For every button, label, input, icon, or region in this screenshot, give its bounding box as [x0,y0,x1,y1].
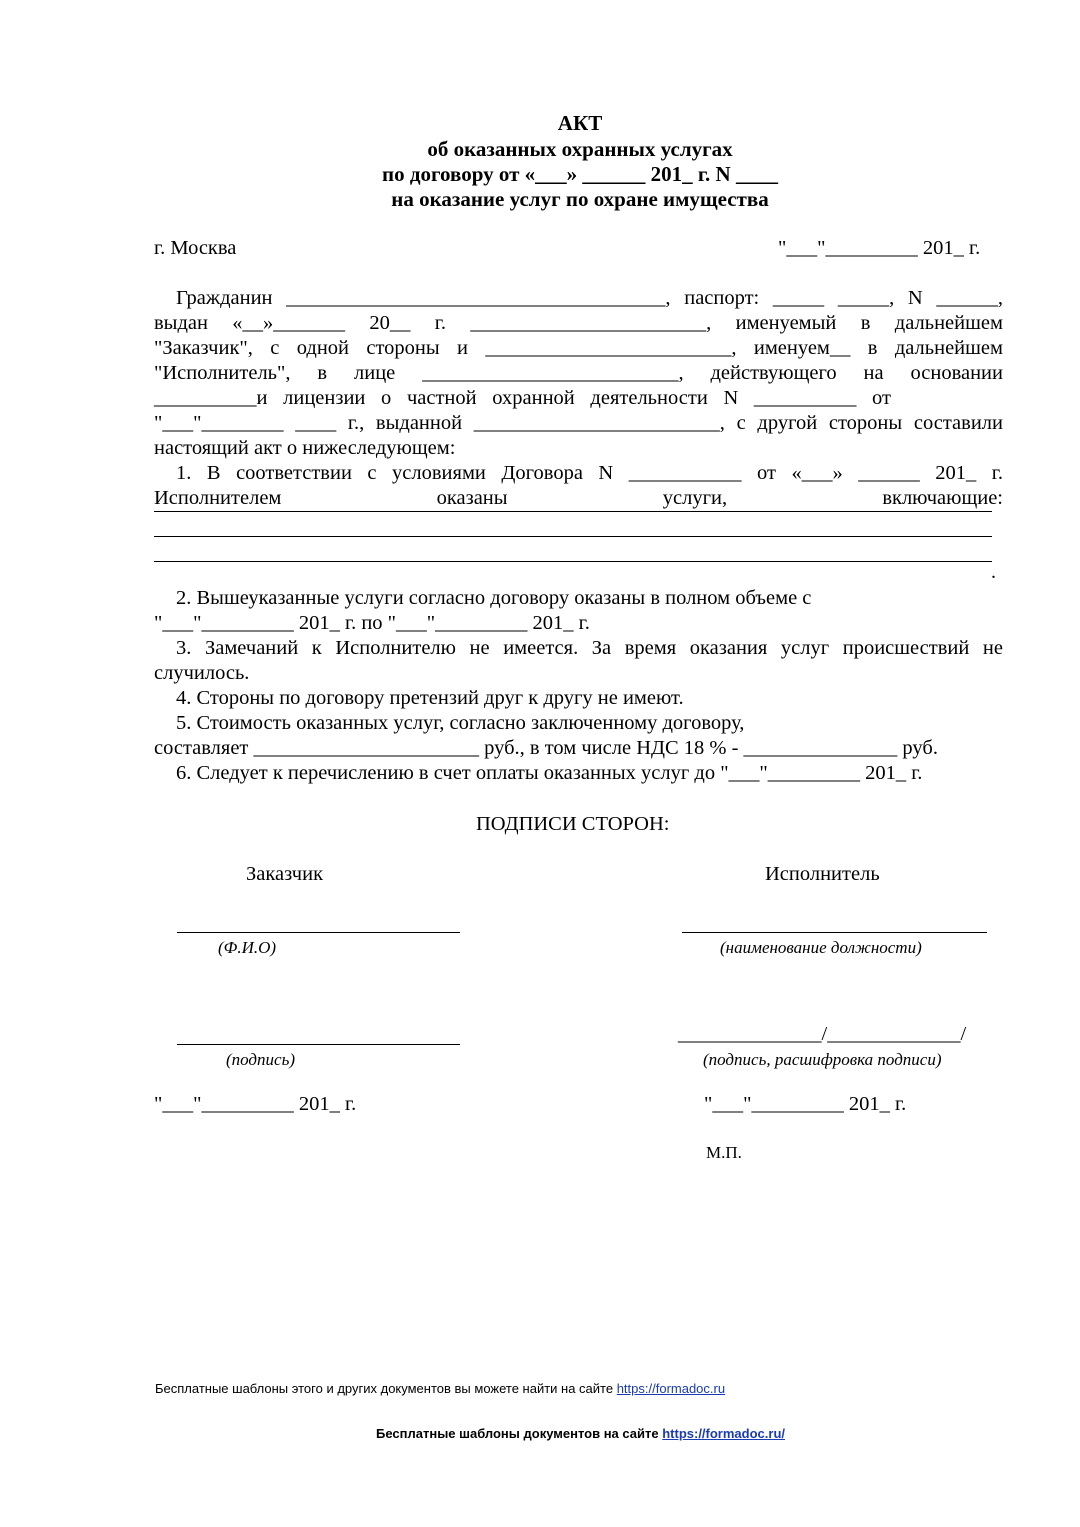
item-2-line-2: "___"_________ 201_ г. по "___"_________ 201_ г. [154,612,590,634]
customer-signature-caption: (подпись) [226,1050,295,1069]
footer-note-1-text: Бесплатные шаблоны этого и других документов вы можете найти на сайте [155,1381,617,1396]
customer-name-line [177,932,460,933]
doc-subtitle: об оказанных охранных услугах [427,137,733,161]
footer-note-2-text: Бесплатные шаблоны документов на сайте [376,1426,663,1441]
footer-link-1[interactable]: https://formadoc.ru [616,1381,726,1396]
item-5-line-2: составляет ______________________ руб., в том числе НДС 18 % - _______________ руб. [154,737,938,759]
contractor-date: "___"_________ 201_ г. [704,1093,907,1115]
body-line-1: Гражданин _____________________________________, паспорт: _____ _____, N ______, [176,287,1003,309]
doc-date: "___"_________ 201_ г. [778,237,981,259]
item-3-line-1: 3. Замечаний к Исполнителю не имеется. За время оказания услуг происшествий не [176,637,1003,659]
item-6: 6. Следует к перечислению в счет оплаты оказанных услуг до "___"_________ 201_ г. [176,762,923,784]
doc-contract-subject: на оказание услуг по охране имущества [391,187,769,211]
customer-date: "___"_________ 201_ г. [154,1093,357,1115]
body-line-6: "___"________ ____ г., выданной ________________________, с другой стороны составили [154,412,1003,434]
item-4: 4. Стороны по договору претензий друг к другу не имеют. [176,687,684,709]
item-5-line-1: 5. Стоимость оказанных услуг, согласно заключенному договору, [176,712,745,734]
signatures-heading: ПОДПИСИ СТОРОН: [476,813,670,835]
item-1-line-2: Исполнителем оказаны услуги, включающие: [154,487,1003,509]
footer-link-2[interactable]: https://formadoc.ru/ [662,1426,785,1441]
contractor-signature-caption: (подпись, расшифровка подписи) [703,1050,942,1069]
end-dot: . [991,561,996,583]
contractor-signature-line: ______________/_____________/ [678,1023,967,1045]
blank-line-3 [154,561,992,562]
doc-contract-ref: по договору от «___» ______ 201_ г. N ____ [382,162,778,186]
blank-line-1 [154,511,992,512]
customer-label: Заказчик [246,863,324,885]
contractor-position-caption: (наименование должности) [720,938,922,957]
body-line-3: "Заказчик", с одной стороны и ________________________, именуем__ в дальнейшем [154,337,1003,359]
item-3-line-2: случилось. [154,662,250,684]
item-1-line-1: 1. В соответствии с условиями Договора N ___________ от «___» ______ 201_ г. [176,462,1003,484]
body-line-2: выдан «__»_______ 20__ г. _______________________, именуемый в дальнейшем [154,312,1003,334]
contractor-position-line [682,932,987,933]
place: г. Москва [154,237,237,259]
body-line-5: __________и лицензии о частной охранной деятельности N __________ от [154,387,891,409]
item-2-line-1: 2. Вышеуказанные услуги согласно договору оказаны в полном объеме с [176,587,812,609]
contractor-label: Исполнитель [765,863,880,885]
customer-signature-line [177,1044,460,1045]
footer-note-2 [376,1426,785,1441]
doc-title: АКТ [557,111,603,135]
footer-note-1 [155,1381,725,1396]
customer-name-caption: (Ф.И.О) [218,938,277,957]
body-line-7: настоящий акт о нижеследующем: [154,437,456,459]
stamp-place: М.П. [706,1143,742,1162]
blank-line-2 [154,536,992,537]
body-line-4: "Исполнитель", в лице _________________________, действующего на основании [154,362,1003,384]
